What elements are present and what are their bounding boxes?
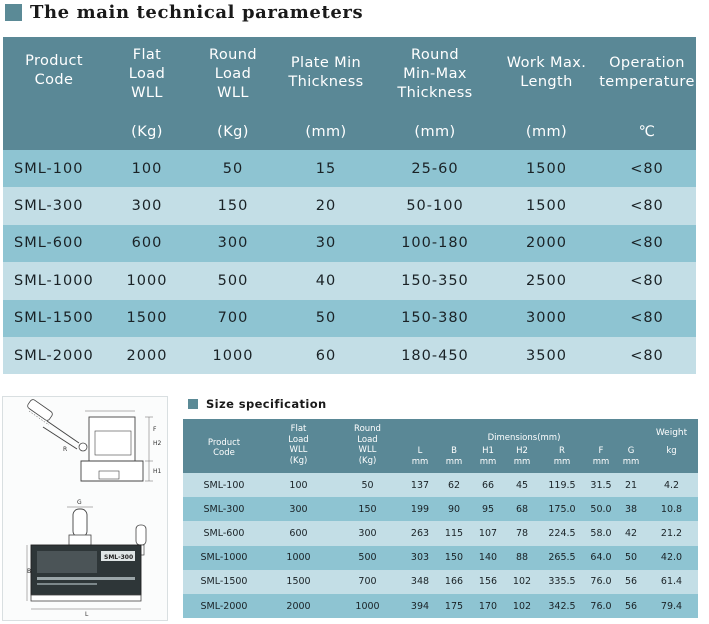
header-row	[3, 37, 696, 117]
unit-cell: (Kg)	[105, 117, 189, 150]
table-row	[3, 187, 696, 224]
header-round-load: Round Load WLL	[189, 37, 277, 117]
table-cell: <80	[598, 225, 696, 262]
table-cell: 170	[471, 594, 505, 618]
table-cell: <80	[598, 300, 696, 337]
table-row	[183, 521, 698, 545]
section-title-text: Size specification	[206, 397, 327, 411]
table-cell: 300	[332, 521, 403, 545]
table-cell: 166	[437, 570, 471, 594]
front-view	[27, 499, 146, 618]
dim-unit: mm	[513, 456, 531, 467]
table-cell: 50.0	[585, 497, 617, 521]
table-row	[3, 150, 696, 187]
svg-text:L: L	[85, 611, 89, 618]
table-cell: 500	[189, 262, 277, 299]
size-header-dimensions	[403, 419, 645, 473]
table-cell: 21	[617, 473, 645, 497]
table-row	[3, 262, 696, 299]
table-cell: 1000	[189, 337, 277, 374]
svg-text:H2: H2	[153, 440, 162, 447]
section-square-icon	[188, 399, 198, 409]
table-row	[3, 337, 696, 374]
table-cell: <80	[598, 337, 696, 374]
main-parameters-table	[3, 37, 696, 374]
unit-cell: (Kg)	[189, 117, 277, 150]
table-cell: 342.5	[539, 594, 585, 618]
table-cell: 199	[403, 497, 437, 521]
table-cell: 1000	[332, 594, 403, 618]
table-cell: 348	[403, 570, 437, 594]
size-spec-table	[183, 419, 698, 618]
svg-text:H1: H1	[153, 468, 162, 475]
table-cell: 300	[265, 497, 332, 521]
table-cell: 50	[189, 150, 277, 187]
unit-cell: ℃	[598, 117, 696, 150]
svg-text:B: B	[27, 568, 32, 575]
unit-cell: (mm)	[277, 117, 375, 150]
product-code-cell: SML-600	[3, 225, 105, 262]
table-cell: 263	[403, 521, 437, 545]
size-header-product-code: Product Code	[183, 419, 265, 473]
svg-text:G: G	[77, 499, 82, 506]
section-title-main	[5, 1, 363, 23]
section-square-icon	[5, 4, 22, 21]
side-view	[26, 398, 161, 481]
table-cell: 78	[505, 521, 539, 545]
size-header-round-load: Round Load WLL (Kg)	[332, 419, 403, 473]
table-cell: 90	[437, 497, 471, 521]
product-code-cell: SML-600	[183, 521, 265, 545]
table-cell: 1500	[495, 150, 598, 187]
table-cell: 175.0	[539, 497, 585, 521]
table-cell: 137	[403, 473, 437, 497]
table-cell: 335.5	[539, 570, 585, 594]
dim-label: L	[417, 446, 423, 456]
table-cell: 31.5	[585, 473, 617, 497]
table-cell: 119.5	[539, 473, 585, 497]
technical-drawing	[2, 396, 168, 621]
dim-label: H2	[516, 446, 528, 456]
table-cell: 50-100	[375, 187, 495, 224]
table-cell: 68	[505, 497, 539, 521]
section-title-size	[188, 396, 327, 412]
table-cell: 64.0	[585, 546, 617, 570]
dim-unit: mm	[445, 456, 463, 467]
table-cell: 50	[277, 300, 375, 337]
table-cell: 79.4	[645, 594, 698, 618]
unit-cell	[3, 117, 105, 150]
dim-label: G	[627, 446, 635, 456]
table-cell: 10.8	[645, 497, 698, 521]
product-code-cell: SML-1000	[183, 546, 265, 570]
table-cell: 62	[437, 473, 471, 497]
header-round-thickness: Round Min-Max Thickness	[375, 37, 495, 117]
table-cell: 394	[403, 594, 437, 618]
table-cell: 1500	[265, 570, 332, 594]
table-cell: 265.5	[539, 546, 585, 570]
table-cell: 150	[437, 546, 471, 570]
lifter-drawing-svg	[3, 397, 167, 620]
product-code-cell: SML-1500	[183, 570, 265, 594]
product-code-cell: SML-2000	[183, 594, 265, 618]
table-cell: 56	[617, 570, 645, 594]
dim-label: R	[559, 446, 565, 456]
table-cell: 150-380	[375, 300, 495, 337]
table-cell: 156	[471, 570, 505, 594]
table-cell: 180-450	[375, 337, 495, 374]
table-cell: <80	[598, 187, 696, 224]
table-cell: 115	[437, 521, 471, 545]
table-cell: 66	[471, 473, 505, 497]
table-row	[183, 570, 698, 594]
units-row	[3, 117, 696, 150]
table-cell: 100	[105, 150, 189, 187]
table-cell: 100-180	[375, 225, 495, 262]
table-cell: 61.4	[645, 570, 698, 594]
table-cell: 25-60	[375, 150, 495, 187]
table-cell: 224.5	[539, 521, 585, 545]
table-row	[183, 594, 698, 618]
table-cell: 95	[471, 497, 505, 521]
dimensions-label: Dimensions(mm)	[487, 433, 561, 443]
size-header-flat-load: Flat Load WLL (Kg)	[265, 419, 332, 473]
table-row	[183, 473, 698, 497]
table-row	[3, 300, 696, 337]
table-cell: 1000	[105, 262, 189, 299]
dim-label: F	[598, 446, 604, 456]
table-cell: 600	[105, 225, 189, 262]
product-code-cell: SML-100	[3, 150, 105, 187]
table-cell: 107	[471, 521, 505, 545]
size-header-weight: Weight kg	[645, 419, 698, 473]
table-cell: 1000	[265, 546, 332, 570]
section-title-text: The main technical parameters	[30, 1, 364, 23]
table-cell: 38	[617, 497, 645, 521]
dim-unit: mm	[479, 456, 497, 467]
table-cell: 42.0	[645, 546, 698, 570]
svg-text:SML-300: SML-300	[104, 554, 134, 561]
table-cell: 2000	[495, 225, 598, 262]
table-cell: 76.0	[585, 570, 617, 594]
table-cell: 2000	[265, 594, 332, 618]
unit-cell: (mm)	[495, 117, 598, 150]
header-plate-min-thickness: Plate Min Thickness	[277, 37, 375, 117]
product-code-cell: SML-1500	[3, 300, 105, 337]
table-cell: 150-350	[375, 262, 495, 299]
table-cell: 600	[265, 521, 332, 545]
dim-unit: mm	[622, 456, 640, 467]
table-cell: 40	[277, 262, 375, 299]
dim-unit: mm	[411, 456, 429, 467]
product-code-cell: SML-100	[183, 473, 265, 497]
table-cell: 102	[505, 594, 539, 618]
table-cell: 1500	[105, 300, 189, 337]
dim-label: B	[451, 446, 457, 456]
dim-unit: mm	[592, 456, 610, 467]
table-cell: 175	[437, 594, 471, 618]
size-header-row	[183, 419, 698, 473]
table-cell: 140	[471, 546, 505, 570]
table-cell: 150	[189, 187, 277, 224]
table-cell: 700	[189, 300, 277, 337]
table-cell: <80	[598, 262, 696, 299]
table-cell: 21.2	[645, 521, 698, 545]
table-cell: 45	[505, 473, 539, 497]
table-cell: 88	[505, 546, 539, 570]
table-cell: 2000	[105, 337, 189, 374]
table-cell: 42	[617, 521, 645, 545]
dim-unit: mm	[553, 456, 571, 467]
header-operation-temperature: Operation temperature	[598, 37, 696, 117]
product-code-cell: SML-300	[183, 497, 265, 521]
table-cell: 30	[277, 225, 375, 262]
dim-label: H1	[482, 446, 494, 456]
table-row	[183, 497, 698, 521]
table-cell: 300	[189, 225, 277, 262]
table-cell: 2500	[495, 262, 598, 299]
table-cell: 56	[617, 594, 645, 618]
table-cell: 15	[277, 150, 375, 187]
table-row	[3, 225, 696, 262]
product-code-cell: SML-300	[3, 187, 105, 224]
header-product-code: Product Code	[3, 37, 105, 117]
svg-text:R: R	[63, 446, 68, 453]
product-code-cell: SML-2000	[3, 337, 105, 374]
table-cell: 76.0	[585, 594, 617, 618]
table-cell: 102	[505, 570, 539, 594]
table-cell: 58.0	[585, 521, 617, 545]
table-cell: 100	[265, 473, 332, 497]
table-cell: 3500	[495, 337, 598, 374]
table-cell: 300	[105, 187, 189, 224]
table-cell: 700	[332, 570, 403, 594]
table-cell: 500	[332, 546, 403, 570]
table-cell: 50	[332, 473, 403, 497]
table-cell: 20	[277, 187, 375, 224]
product-code-cell: SML-1000	[3, 262, 105, 299]
unit-cell: (mm)	[375, 117, 495, 150]
table-cell: 303	[403, 546, 437, 570]
header-flat-load: Flat Load WLL	[105, 37, 189, 117]
table-cell: <80	[598, 150, 696, 187]
header-work-max-length: Work Max. Length	[495, 37, 598, 117]
svg-text:F: F	[153, 426, 157, 433]
table-cell: 3000	[495, 300, 598, 337]
table-cell: 60	[277, 337, 375, 374]
table-cell: 4.2	[645, 473, 698, 497]
table-row	[183, 546, 698, 570]
table-cell: 150	[332, 497, 403, 521]
table-cell: 50	[617, 546, 645, 570]
table-cell: 1500	[495, 187, 598, 224]
